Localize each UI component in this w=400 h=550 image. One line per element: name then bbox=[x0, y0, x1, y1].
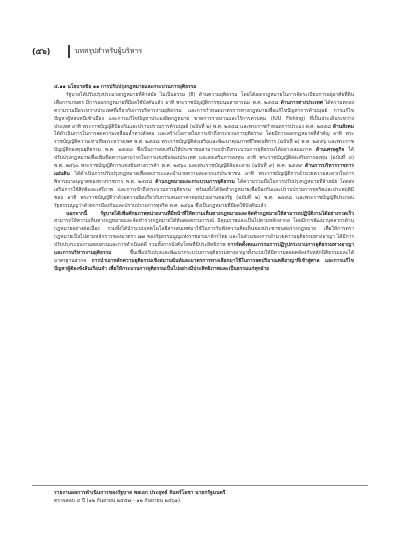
running-title: บทสรุปสำหรับผู้บริหาร bbox=[75, 46, 143, 55]
p1-bold-k: ด้านกฎหมายและกระบวนการยุติธรรม bbox=[152, 178, 235, 185]
p1-bold-e: ด้านสังคม bbox=[331, 123, 354, 130]
page-number: (๕๖) bbox=[32, 46, 51, 56]
p2-text-b: สามารถให้ความเห็นทางกฎหมายและจัดทำร่างกฎหมายได้ทันต่อสถานการณ์ มีคุณภาพและเป็นไปตามหลักสากล โดยมีการพัฒนาบุคลากรด้านกฎหมายอย่างต่อเนื่อง รวมทั้งได้นำระบบเทคโนโลยีสารสนเทศมาใช้ในการรับฟังความคิดเห็นของประชาชนต่อร่างกฎหมาย เพื่อให้การตรากฎหมายเป็นไปตามหลักการของมาตรา ๗๗ ของรัฐธรรมนูญแห่งราชอาณาจักรไทย และในส่วนของการอำนวยความยุติธรรมทางอาญา ได้มีการปรับปรุงระบบงานสอบสวนและการดำเนินคดี รวมทั้งการบังคับโทษที่มีประสิทธิภาพ bbox=[54, 218, 354, 249]
p2-bold-c: การจัดตั้งคณะกรรมการปฏิรูปกระบวนการยุติธรรมทางอาญาและการบริหารงานยุติธรรม bbox=[54, 242, 354, 257]
p1-text-a: รัฐบาลได้ปรับปรุงประมวลกฎหมายที่ล้าสมัย ไม่เป็นธรรม (8) ด้านความยุติธรรม bbox=[66, 91, 238, 98]
footer-divider bbox=[32, 485, 368, 486]
p1-bold-c: ด้านการต่างประเทศ bbox=[278, 99, 323, 106]
paragraph-1 bbox=[54, 92, 354, 211]
p1-bold-g: ด้านเศรษฐกิจ bbox=[311, 147, 345, 154]
p2-bold-e: การนำเอาหลักความยุติธรรมเชิงสมานฉันท์และมาตรการทางเลือกมาใช้ในการลดปริมาณคดีอาญาที่เข้าสู่ศาล และการแก้ไขปัญหาผู้ต้องขังล้นเรือนจำ เพื่อให้กระบวนการยุติธรรมเป็นไปอย่างมีประสิทธิภาพและเป็นธรรมแก่ทุกฝ่าย bbox=[54, 257, 354, 272]
p1-text-b: โดยได้ออกกฎหมายในการจัดระเบียบการอยู่อาศัยที่ดินเพื่อการเกษตร มีการออกกฎหมายที่มีผลใช้บังคับแล้ว อาทิ พระราชบัญญัติการชุมนุมสาธารณะ พ.ศ. ๒๕๕๘ bbox=[54, 91, 354, 106]
p1-text-j: ได้ดำเนินการปรับปรุงกฎหมายเพื่อลดภาระและอำนวยความสะดวกแก่ประชาชน อาทิ พระราชบัญญัติการอำนวยความสะดวกในการพิจารณาอนุญาตของทางราชการ พ.ศ. ๒๕๕๘ bbox=[54, 170, 354, 185]
footer-journal-title: รายงานผลการดำเนินการของรัฐบาล พลเอก ประยุทธ์ จันทร์โอชา นายกรัฐมนตรี bbox=[54, 490, 226, 496]
footer-period: ตรวจสอบ ๔ ปี (๑๒ กันยายน ๒๕๕๗ - ๑๒ กันยายน ๒๕๖๑) bbox=[54, 497, 180, 504]
p1-text-l: ได้ความร่วมมือในการปรับปรุงกฎหมายที่ล้าสมัย โดยส่งเสริมการใช้สิทธิและเสรีภาพ และการเข้าถึงกระบวนการยุติธรรม พร้อมทั้งได้จัดทำกฎหมายเพื่อป้องกันและปราบปรามการทุจริตและประพฤติมิชอบ อาทิ พระราชบัญญัติว่าด้วยความผิดเกี่ยวกับการเสนอราคาต่อหน่วยงานของรัฐ (ฉบับที่ ๒) พ.ศ. ๒๕๕๘ และพระราชบัญญัติประกอบรัฐธรรมนูญว่าด้วยการป้องกันและปราบปรามการทุจริต พ.ศ. ๒๕๖๑ ซึ่งเป็นกฎหมายที่มีผลใช้บังคับแล้ว bbox=[54, 178, 354, 209]
header-divider bbox=[68, 45, 70, 58]
page-header bbox=[32, 44, 142, 58]
page-footer bbox=[54, 490, 354, 505]
p1-text-d: ได้ความตกลงความร่วมมือระหว่างประเทศที่เกี่ยวกับการบริหารงานยุติธรรม และการกำหนดมาตรการทางกฎหมายเพื่อแก้ไขปัญหาการค้ามนุษย์ การแก้ไขปัญหาผู้หลบหนีเข้าเมือง และการแก้ไขปัญหาประมงผิดกฎหมาย ขาดการรายงานและไร้การควบคุม (IUU Fishing) ที่เป็นประเด็นระหว่างประเทศ อาทิ พระราชบัญญัติป้องกันและปราบปรามการค้ามนุษย์ (ฉบับที่ ๒) พ.ศ. ๒๕๕๘ และพระราชกำหนดการประมง พ.ศ. ๒๕๕๘ bbox=[54, 99, 354, 130]
document-body bbox=[54, 84, 354, 274]
p1-text-f: ได้ดำเนินการในการลดความเหลื่อมล้ำทางสังคม และสร้างโอกาสในการเข้าถึงกระบวนการยุติธรรม โดยมีการออกกฎหมายที่สำคัญ อาทิ พระราชบัญญัติความเท่าเทียมระหว่างเพศ พ.ศ. ๒๕๕๘ พระราชบัญญัติส่งเสริมและพัฒนาคุณภาพชีวิตคนพิการ (ฉบับที่ ๒) พ.ศ. ๒๕๕๖ และพระราชบัญญัติกองทุนยุติธรรม พ.ศ. ๒๕๕๘ ซึ่งเป็นการส่งเสริมให้ประชาชนสามารถเข้าถึงกระบวนการยุติธรรมได้อย่างเสมอภาค bbox=[54, 131, 354, 154]
p1-text-h: ได้ปรับปรุงกฎหมายเพื่อเพิ่มขีดความสามารถในการแข่งขันของประเทศ และส่งเสริมการลงทุน อาทิ พระราชบัญญัติส่งเสริมการลงทุน (ฉบับที่ ๔) พ.ศ. ๒๕๖๐ พระราชบัญญัติการแข่งขันทางการค้า พ.ศ. ๒๕๖๐ และพระราชบัญญัติล้มละลาย (ฉบับที่ ๙) พ.ศ. ๒๕๕๙ bbox=[54, 147, 354, 170]
section-heading: ๔.๑๑ นโยบายข้อ ๑๑ การปรับปรุงกฎหมายและกระบวนการยุติธรรม bbox=[54, 84, 197, 90]
paragraph-2 bbox=[54, 211, 354, 274]
p2-bold-a: นอกจากนี้ รัฐบาลได้เพิ่มศักยภาพหน่วยงานที่มีหน้าที่ให้ความเห็นทางกฎหมายและจัดทำกฎหมายให้สามารถปฏิบัติงานได้อย่างรวดเร็ว bbox=[66, 210, 354, 217]
p1-bold-i: ด้านการบริหารราชการแผ่นดิน bbox=[54, 163, 354, 177]
p2-text-d: ขึ้นเพื่อปรับปรุงและพัฒนากระบวนการยุติธรรมทางอาญาทั้งระบบให้มีความสอดคล้องกับหลักนิติธรรมและได้มาตรฐานสากล bbox=[54, 250, 354, 264]
